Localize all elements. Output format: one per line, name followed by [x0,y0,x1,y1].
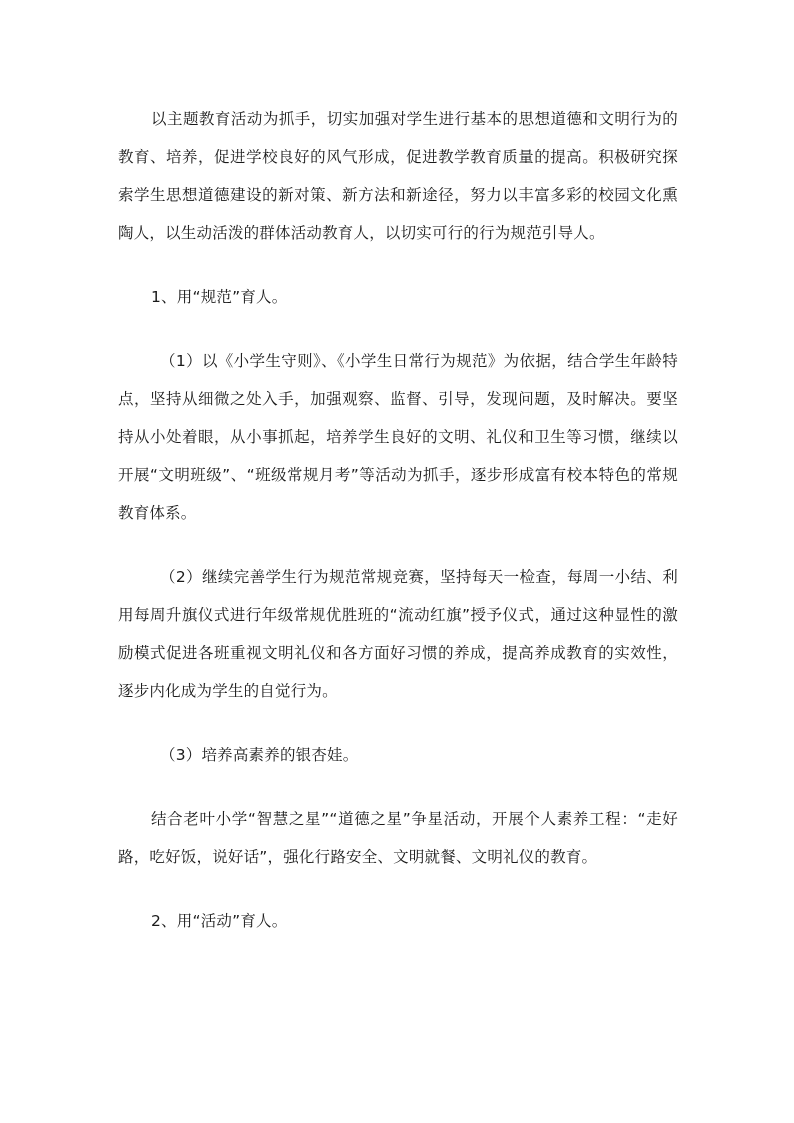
item-paragraph-1: （1）以《小学生守则》、《小学生日常行为规范》为依据，结合学生年龄特点，坚持从细微之处入手，加强观察、监督、引导，发现问题，及时解决。要坚持从小处着眼，从小事抓起，培养学生良好的文明、礼仪和卫生等习惯，继续以开展“文明班级”、“班级常规月考”等活动为抓手，逐步形成富有校本特色的常规教育体系。 [118,352,678,522]
section-heading-1: 1、用“规范”育人。 [151,288,288,306]
item-heading-3: （3）培养高素养的银杏娃。 [160,746,359,764]
document-body [118,100,678,966]
section-heading-2: 2、用“活动”育人。 [151,912,288,930]
item-paragraph-3: 结合老叶小学“智慧之星”“道德之星”争星活动，开展个人素养工程：“走好路，吃好饭，说好话”，强化行路安全、文明就餐、文明礼仪的教育。 [118,810,678,866]
intro-paragraph: 以主题教育活动为抓手，切实加强对学生进行基本的思想道德和文明行为的教育、培养，促进学校良好的风气形成，促进教学教育质量的提高。积极研究探索学生思想道德建设的新对策、新方法和新途径，努力以丰富多彩的校园文化熏陶人，以生动活泼的群体活动教育人，以切实可行的行为规范引导人。 [118,110,678,242]
item-paragraph-2: （2）继续完善学生行为规范常规竞赛，坚持每天一检查，每周一小结、利用每周升旗仪式进行年级常规优胜班的“流动红旗”授予仪式，通过这种显性的激励模式促进各班重视文明礼仪和各方面好习惯的养成，提高养成教育的实效性，逐步内化成为学生的自觉行为。 [118,568,678,700]
